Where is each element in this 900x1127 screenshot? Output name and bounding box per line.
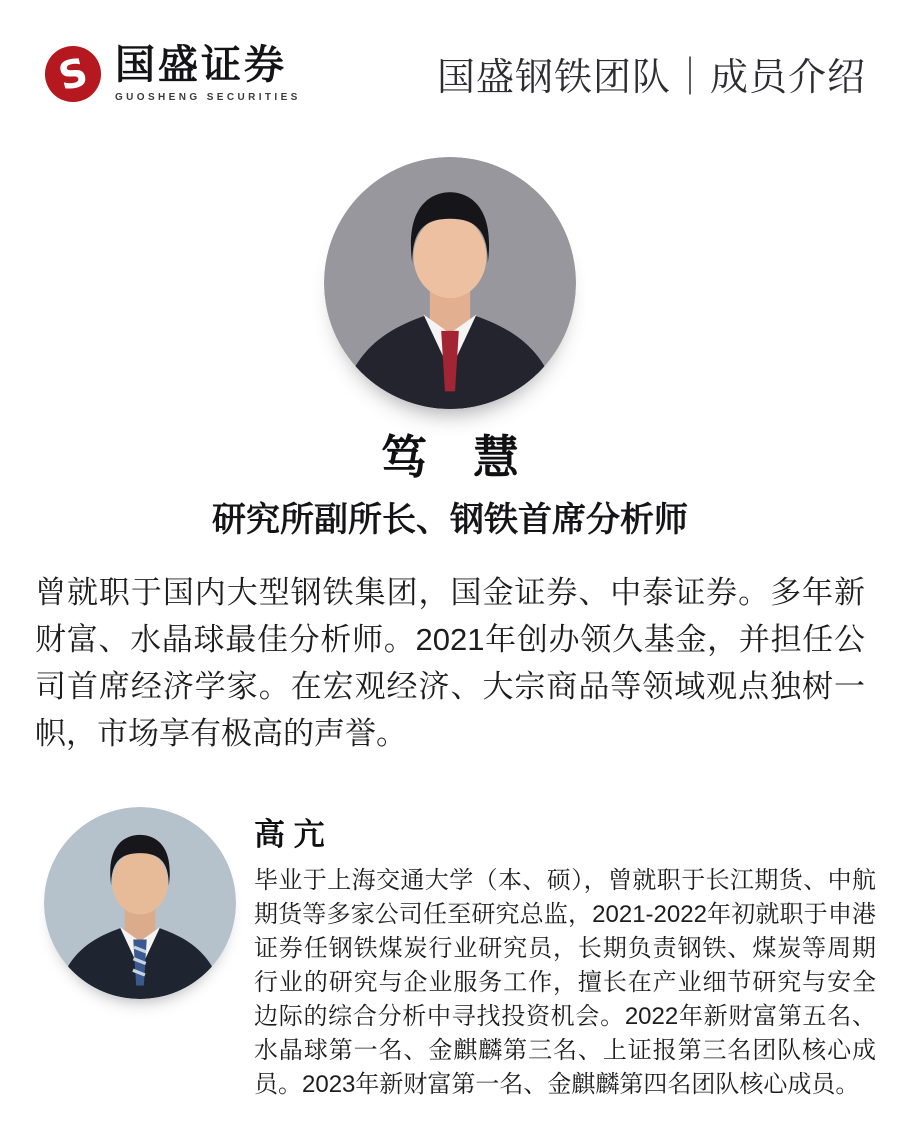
member-name: 笃 慧	[381, 431, 519, 483]
member-section-gaokang	[44, 807, 876, 1102]
guosheng-logo	[44, 44, 301, 103]
person-portrait-icon	[44, 807, 236, 999]
brand-name-en: GUOSHENG SECURITIES	[115, 92, 301, 103]
svg-text:S: S	[54, 49, 93, 100]
member-name: 高 亢	[254, 816, 325, 852]
brand-name-cn: 国盛证券	[115, 43, 287, 87]
person-portrait-icon	[324, 157, 576, 409]
member-title: 研究所副所长、钢铁首席分析师	[212, 500, 688, 539]
member-bio: 毕业于上海交通大学（本、硕），曾就职于长江期货、中航期货等多家公司任至研究总监，2021-2022年初就职于申港证券任钢铁煤炭行业研究员，长期负责钢铁、煤炭等周期行业的研究与企业服务工作，擅长在产业细节研究与安全边际的综合分析中寻找投资机会。2022年新财富第五名、水晶球第一名、金麒麟第三名、上证报第三名团队核心成员。2023年新财富第一名、金麒麟第四名团队核心成员。	[254, 866, 876, 1098]
header	[0, 0, 900, 103]
portrait-photo-gaokang	[44, 807, 236, 999]
member-bio: 曾就职于国内大型钢铁集团，国金证券、中泰证券。多年新财富、水晶球最佳分析师。2021年创办领久基金，并担任公司首席经济学家。在宏观经济、大宗商品等领域观点独树一帜，市场享有极高的声誉。	[35, 574, 865, 751]
page-title: 国盛钢铁团队｜成员介绍	[436, 57, 866, 99]
guosheng-s-monogram-icon	[44, 45, 102, 103]
member-content	[254, 807, 876, 1102]
member-section-duhui	[0, 157, 900, 757]
portrait-photo-duhui	[324, 157, 576, 409]
logo-text	[115, 44, 301, 103]
